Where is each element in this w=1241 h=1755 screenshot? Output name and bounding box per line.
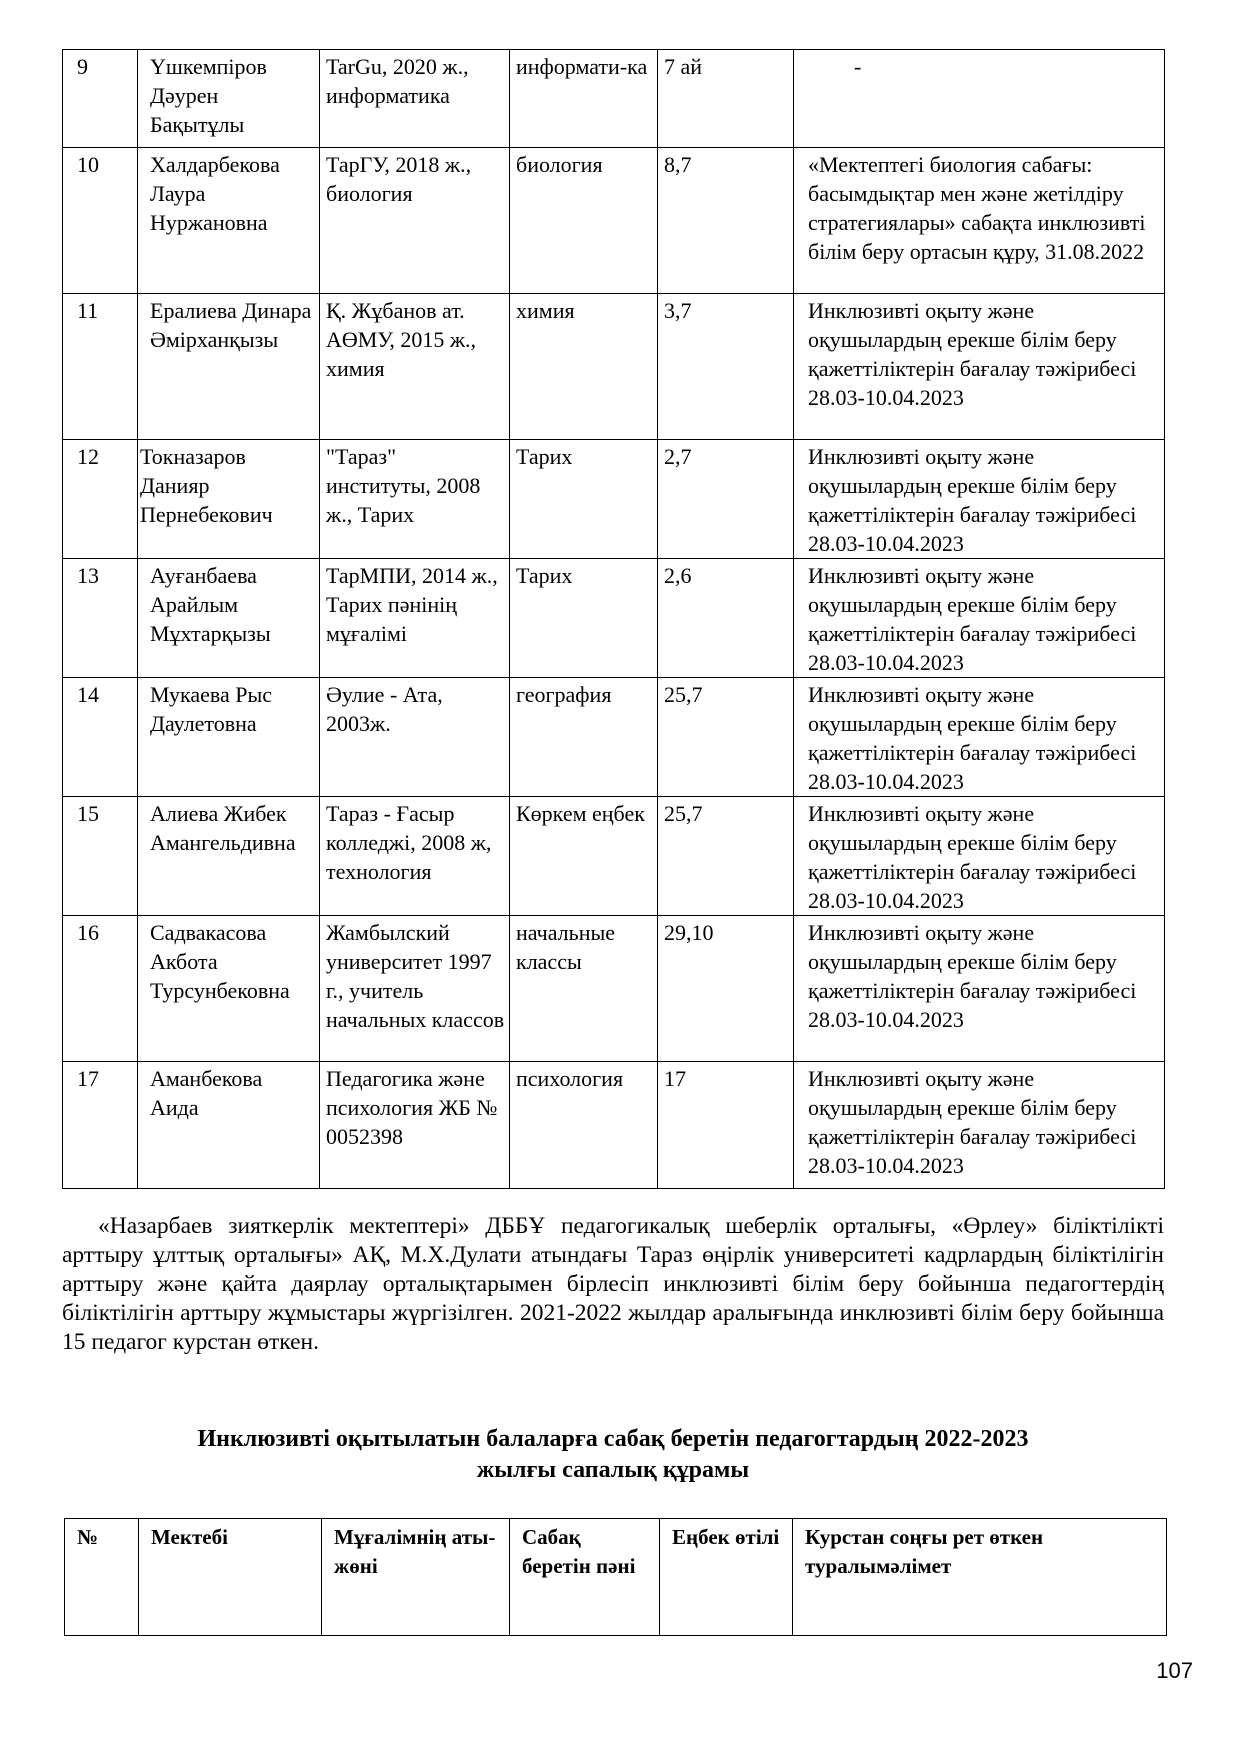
experience: 17 [658,1062,794,1189]
education: Тараз - Ғасыр колледжі, 2008 ж, технология [320,797,510,916]
education: "Тараз" институты, 2008 ж., Тарих [320,440,510,559]
subject: биология [510,148,658,294]
course-info: Инклюзивті оқыту және оқушылардың ерекше білім беру қажеттіліктерін бағалау тәжірибесі 28.03-10.04.2023 [794,440,1165,559]
education: TarGu, 2020 ж., информатика [320,50,510,148]
table-row [63,678,1165,797]
teacher-name: Үшкемпіров Дәурен Бақытұлы [138,50,320,148]
teacher-name: Мукаева Рыс Даулетовна [138,678,320,797]
subject: химия [510,294,658,440]
table-header-row [65,1519,1167,1636]
experience: 8,7 [658,148,794,294]
table-row [63,916,1165,1062]
qualification-table [64,1518,1167,1636]
education: Педагогика және психология ЖБ № 0052398 [320,1062,510,1189]
table-row [63,148,1165,294]
row-number: 12 [63,440,138,559]
teacher-name: Садвакасова Акбота Турсунбековна [138,916,320,1062]
experience: 25,7 [658,797,794,916]
teacher-name: Алиева Жибек Амангельдивна [138,797,320,916]
header-course: Курстан соңғы рет өткен туралымәлімет [793,1519,1167,1636]
row-number: 15 [63,797,138,916]
table-row [63,440,1165,559]
table-row [63,797,1165,916]
teacher-name: Токназаров Данияр Пернебекович [138,440,320,559]
heading-line-1: Инклюзивті оқытылатын балаларға сабақ беретін педагогтардың 2022-2023 [197,1426,1029,1452]
subject: география [510,678,658,797]
section-heading [62,1424,1164,1486]
subject: начальные классы [510,916,658,1062]
row-number: 17 [63,1062,138,1189]
header-experience: Еңбек өтілі [660,1519,793,1636]
education: ТарМПИ, 2014 ж., Тарих пәнінің мұғалімі [320,559,510,678]
table-row [63,50,1165,148]
heading-line-2: жылғы сапалық құрамы [476,1457,750,1483]
body-paragraph: «Назарбаев зияткерлік мектептері» ДББҰ педагогикалық шеберлік орталығы, «Өрлеу» біліктілікті арттыру ұлттық орталығы» АҚ, М.Х.Дулати атындағы Тараз өңірлік университеті кадрлардың біліктілігін арттыру және қайта даярлау орталықтарымен бірлесіп инклюзивті білім беру бойынша педагогтердің біліктілігін арттыру жұмыстары жүргізілген. 2021-2022 жылдар аралығында инклюзивті білім беру бойынша 15 педагог курстан өткен. [62,1213,1164,1355]
table-row [63,1062,1165,1189]
subject: Тарих [510,559,658,678]
experience: 2,6 [658,559,794,678]
course-info: Инклюзивті оқыту және оқушылардың ерекше білім беру қажеттіліктерін бағалау тәжірибесі 28.03-10.04.2023 [794,678,1165,797]
course-info: Инклюзивті оқыту және оқушылардың ерекше білім беру қажеттіліктерін бағалау тәжірибесі 28.03-10.04.2023 [794,294,1165,440]
row-number: 16 [63,916,138,1062]
course-info: Инклюзивті оқыту және оқушылардың ерекше білім беру қажеттіліктерін бағалау тәжірибесі 28.03-10.04.2023 [794,916,1165,1062]
experience: 25,7 [658,678,794,797]
header-school: Мектебі [139,1519,322,1636]
header-subject: Сабақ беретін пәні [510,1519,660,1636]
education: Қ. Жұбанов ат. АӨМУ, 2015 ж., химия [320,294,510,440]
teachers-table [62,49,1165,1189]
subject: Көркем еңбек [510,797,658,916]
row-number: 13 [63,559,138,678]
teacher-name: Ауғанбаева Арайлым Мұхтарқызы [138,559,320,678]
education: Әулие - Ата, 2003ж. [320,678,510,797]
experience: 29,10 [658,916,794,1062]
subject: Тарих [510,440,658,559]
education: Жамбылский университет 1997 г., учитель начальных классов [320,916,510,1062]
teacher-name: Халдарбекова Лаура Нуржановна [138,148,320,294]
subject: психология [510,1062,658,1189]
course-info: «Мектептегі биология сабағы: басымдықтар мен және жетілдіру стратегиялары» сабақта инклюзивті білім беру ортасын құру, 31.08.2022 [794,148,1165,294]
table-row [63,559,1165,678]
table-row [63,294,1165,440]
header-num: № [65,1519,139,1636]
teacher-name: Аманбекова Аида [138,1062,320,1189]
course-info: Инклюзивті оқыту және оқушылардың ерекше білім беру қажеттіліктерін бағалау тәжірибесі 28.03-10.04.2023 [794,559,1165,678]
row-number: 14 [63,678,138,797]
row-number: 11 [63,294,138,440]
row-number: 9 [63,50,138,148]
education: ТарГУ, 2018 ж., биология [320,148,510,294]
row-number: 10 [63,148,138,294]
experience: 2,7 [658,440,794,559]
course-info: Инклюзивті оқыту және оқушылардың ерекше білім беру қажеттіліктерін бағалау тәжірибесі 28.03-10.04.2023 [794,797,1165,916]
header-teacher: Мұғалімнің аты-жөні [322,1519,510,1636]
subject: информати-ка [510,50,658,148]
teacher-name: Ералиева Динара Әмірханқызы [138,294,320,440]
course-info: - [794,50,1165,148]
experience: 7 ай [658,50,794,148]
experience: 3,7 [658,294,794,440]
course-info: Инклюзивті оқыту және оқушылардың ерекше білім беру қажеттіліктерін бағалау тәжірибесі 28.03-10.04.2023 [794,1062,1165,1189]
page-number: 107 [1156,1658,1193,1683]
